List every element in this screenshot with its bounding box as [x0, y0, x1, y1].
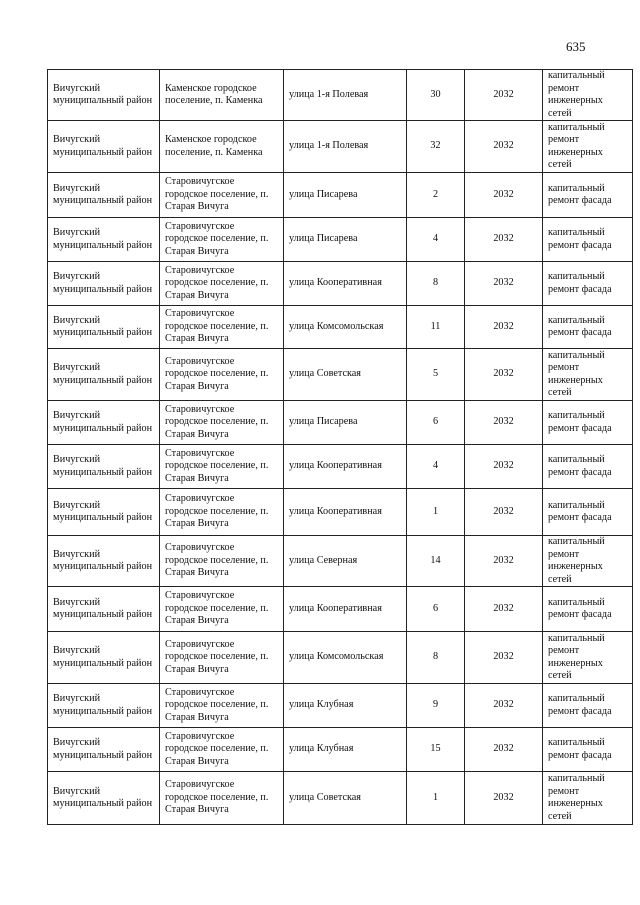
work-type-cell: капитальный ремонт инженерных сетей [543, 632, 633, 684]
house-number-cell: 15 [407, 728, 465, 772]
work-type-cell: капитальный ремонт фасада [543, 684, 633, 728]
street-cell: улица 1-я Полевая [284, 121, 407, 173]
table-row [48, 772, 633, 825]
house-number-cell: 1 [407, 772, 465, 825]
year-cell: 2032 [465, 728, 543, 772]
settlement-cell: Старовичугское городское поселение, п. Старая Вичуга [160, 218, 284, 262]
work-type-cell: капитальный ремонт инженерных сетей [543, 349, 633, 401]
district-cell: Вичугский муниципальный район [48, 445, 160, 489]
table-row [48, 401, 633, 445]
street-cell: улица Кооперативная [284, 262, 407, 306]
settlement-cell: Старовичугское городское поселение, п. Старая Вичуга [160, 349, 284, 401]
settlement-cell: Старовичугское городское поселение, п. Старая Вичуга [160, 489, 284, 536]
work-type-cell: капитальный ремонт инженерных сетей [543, 772, 633, 825]
table-row [48, 632, 633, 684]
district-cell: Вичугский муниципальный район [48, 632, 160, 684]
settlement-cell: Старовичугское городское поселение, п. Старая Вичуга [160, 262, 284, 306]
settlement-cell: Старовичугское городское поселение, п. Старая Вичуга [160, 445, 284, 489]
settlement-cell: Каменское городское поселение, п. Каменка [160, 70, 284, 121]
work-type-cell: капитальный ремонт фасада [543, 401, 633, 445]
street-cell: улица Кооперативная [284, 489, 407, 536]
year-cell: 2032 [465, 121, 543, 173]
house-number-cell: 5 [407, 349, 465, 401]
year-cell: 2032 [465, 349, 543, 401]
district-cell: Вичугский муниципальный район [48, 489, 160, 536]
page-number: 635 [566, 39, 586, 54]
settlement-cell: Старовичугское городское поселение, п. Старая Вичуга [160, 632, 284, 684]
house-number-cell: 32 [407, 121, 465, 173]
street-cell: улица Клубная [284, 728, 407, 772]
work-type-cell: капитальный ремонт фасада [543, 489, 633, 536]
district-cell: Вичугский муниципальный район [48, 121, 160, 173]
table-row [48, 587, 633, 632]
year-cell: 2032 [465, 587, 543, 632]
table-row [48, 489, 633, 536]
year-cell: 2032 [465, 306, 543, 349]
work-type-cell: капитальный ремонт фасада [543, 262, 633, 306]
work-type-cell: капитальный ремонт фасада [543, 728, 633, 772]
table-row [48, 70, 633, 121]
table-row [48, 728, 633, 772]
work-type-cell: капитальный ремонт инженерных сетей [543, 70, 633, 121]
year-cell: 2032 [465, 445, 543, 489]
table-body [48, 70, 633, 825]
settlement-cell: Старовичугское городское поселение, п. Старая Вичуга [160, 536, 284, 587]
settlement-cell: Старовичугское городское поселение, п. Старая Вичуга [160, 401, 284, 445]
settlement-cell: Старовичугское городское поселение, п. Старая Вичуга [160, 684, 284, 728]
house-number-cell: 8 [407, 262, 465, 306]
year-cell: 2032 [465, 218, 543, 262]
street-cell: улица Писарева [284, 401, 407, 445]
table-row [48, 536, 633, 587]
district-cell: Вичугский муниципальный район [48, 306, 160, 349]
settlement-cell: Старовичугское городское поселение, п. Старая Вичуга [160, 306, 284, 349]
house-number-cell: 4 [407, 445, 465, 489]
work-type-cell: капитальный ремонт фасада [543, 445, 633, 489]
table-row [48, 306, 633, 349]
settlement-cell: Старовичугское городское поселение, п. Старая Вичуга [160, 173, 284, 218]
settlement-cell: Каменское городское поселение, п. Каменка [160, 121, 284, 173]
year-cell: 2032 [465, 401, 543, 445]
table-row [48, 218, 633, 262]
table-row [48, 445, 633, 489]
settlement-cell: Старовичугское городское поселение, п. Старая Вичуга [160, 728, 284, 772]
table-row [48, 684, 633, 728]
district-cell: Вичугский муниципальный район [48, 349, 160, 401]
house-number-cell: 9 [407, 684, 465, 728]
year-cell: 2032 [465, 70, 543, 121]
year-cell: 2032 [465, 684, 543, 728]
district-cell: Вичугский муниципальный район [48, 587, 160, 632]
house-number-cell: 8 [407, 632, 465, 684]
street-cell: улица 1-я Полевая [284, 70, 407, 121]
house-number-cell: 6 [407, 401, 465, 445]
house-number-cell: 1 [407, 489, 465, 536]
house-number-cell: 2 [407, 173, 465, 218]
house-number-cell: 11 [407, 306, 465, 349]
street-cell: улица Клубная [284, 684, 407, 728]
district-cell: Вичугский муниципальный район [48, 262, 160, 306]
street-cell: улица Комсомольская [284, 306, 407, 349]
street-cell: улица Кооперативная [284, 587, 407, 632]
table-row [48, 173, 633, 218]
work-type-cell: капитальный ремонт фасада [543, 218, 633, 262]
work-type-cell: капитальный ремонт инженерных сетей [543, 536, 633, 587]
house-number-cell: 6 [407, 587, 465, 632]
street-cell: улица Писарева [284, 173, 407, 218]
year-cell: 2032 [465, 489, 543, 536]
street-cell: улица Советская [284, 349, 407, 401]
year-cell: 2032 [465, 536, 543, 587]
district-cell: Вичугский муниципальный район [48, 772, 160, 825]
work-type-cell: капитальный ремонт фасада [543, 173, 633, 218]
district-cell: Вичугский муниципальный район [48, 70, 160, 121]
table-row [48, 262, 633, 306]
district-cell: Вичугский муниципальный район [48, 728, 160, 772]
district-cell: Вичугский муниципальный район [48, 218, 160, 262]
house-number-cell: 14 [407, 536, 465, 587]
house-number-cell: 4 [407, 218, 465, 262]
district-cell: Вичугский муниципальный район [48, 173, 160, 218]
street-cell: улица Северная [284, 536, 407, 587]
house-number-cell: 30 [407, 70, 465, 121]
street-cell: улица Советская [284, 772, 407, 825]
year-cell: 2032 [465, 632, 543, 684]
table-row [48, 121, 633, 173]
table-row [48, 349, 633, 401]
work-type-cell: капитальный ремонт инженерных сетей [543, 121, 633, 173]
year-cell: 2032 [465, 772, 543, 825]
housing-repair-table [47, 69, 633, 825]
year-cell: 2032 [465, 262, 543, 306]
settlement-cell: Старовичугское городское поселение, п. Старая Вичуга [160, 587, 284, 632]
district-cell: Вичугский муниципальный район [48, 536, 160, 587]
settlement-cell: Старовичугское городское поселение, п. Старая Вичуга [160, 772, 284, 825]
street-cell: улица Комсомольская [284, 632, 407, 684]
street-cell: улица Кооперативная [284, 445, 407, 489]
work-type-cell: капитальный ремонт фасада [543, 587, 633, 632]
district-cell: Вичугский муниципальный район [48, 401, 160, 445]
street-cell: улица Писарева [284, 218, 407, 262]
work-type-cell: капитальный ремонт фасада [543, 306, 633, 349]
district-cell: Вичугский муниципальный район [48, 684, 160, 728]
year-cell: 2032 [465, 173, 543, 218]
